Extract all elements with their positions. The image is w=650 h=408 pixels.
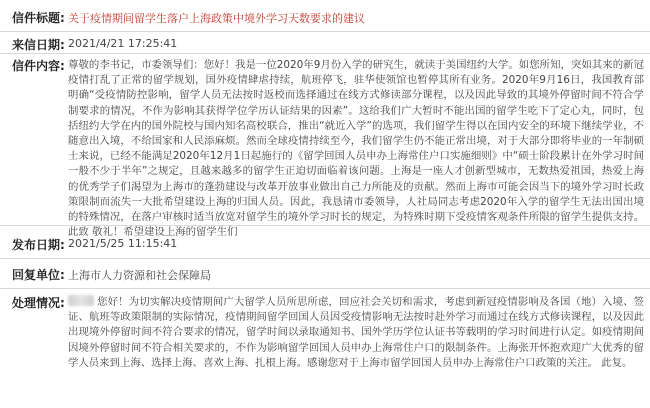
letter-content: 尊敬的李书记，市委领导们：您好！我是一位2020年9月份入学的研究生，就读于美国纽约大学。如您所知，突如其来的新冠疫情打乱了正常的留学规划，国外疫情肆虐持续，航班停飞，驻华使领馆也暂停其所有业务。2020年9月16日，我国教育部明确“受疫情防控影响，留学人员无法按时返校而选择通过在线方式修读部分课程，以及因此导致的其境外停留时间不符合学制要求的情况，不作为影响其获得学位学历认证结果的因素”。这给我们广大暂时不能出国的留学生吃下了定心丸，同时，包括纽约大学在内的国外院校与国内知名高校联合，推出“就近入学”的选项，我们留学生得以在国内安全的环境下继续学业，不随意出入境，不给国家和人民添麻烦。然而全球疫情持续至今，我们留学生仍不能正常出境，对于大部分即将毕业的一年制硕士来说，已经不能满足2020年12月1日起施行的《留学回国人员申办上海常住户口实施细则》中“硕士阶段累计在外学习时间一般不少于半年”之规定，且越来越多的留学生正迫切面临着该问题。上海是一座人才创新型城市，无数热爱祖国，热爱上海的优秀学子们渴望为上海市的蓬勃建设与改革开放事业做出自己力所能及的贡献。然而上海市可能会因当下的境外学习时长政策限制而流失一大批希望建设上海的归国人员。因此，我恳请市委领导，人社局同志考虑2020年入学的留学生无法出国出境的特殊情况，在落户审核时适当放宽对留学生的境外学习时长的规定，为特殊时期下受疫情客观条件所限的留学生提供支持。此致 敬礼！希望建设上海的留学生们 xyxy=(68,59,644,239)
reply-office: 上海市人力资源和社会保障局 xyxy=(68,269,211,282)
reply-date: 2021/5/25 11:15:41 xyxy=(68,237,178,250)
letter-date: 2021/4/21 17:25:41 xyxy=(68,37,178,50)
letter-date-label: 来信日期: xyxy=(12,38,65,52)
reply-date-label: 发布日期: xyxy=(12,238,65,252)
reply-content-row xyxy=(0,289,650,408)
reply-office-row xyxy=(0,259,650,289)
letter-title: 关于疫情期间留学生落户上海政策中境外学习天数要求的建议 xyxy=(68,12,365,25)
letter-date-row xyxy=(0,32,650,54)
redacted-name xyxy=(68,295,94,306)
reply-content-block xyxy=(68,295,644,371)
letter-title-row xyxy=(0,0,650,32)
letter-content-label: 信件内容: xyxy=(12,59,65,73)
reply-office-label: 回复单位: xyxy=(12,268,65,282)
reply-content: 您好！为切实解决疫情期间广大留学人员所思所虑，回应社会关切和需求，考虑到新冠疫情影响及各国（地）入境、签证、航班等政策限制的实际情况，疫情期间留学回国人员因受疫情影响无法按时赴外学习而通过在线方式修读课程，以及因此出现境外停留时间不符合要求的情况，留学时间以录取通知书、国外学历学位认证书等载明的学习时间进行认定。如疫情期间因境外停留时间不符合相关要求的，不作为影响留学回国人员申办上海常住户口的限制条件。上海张开怀抱欢迎广大优秀的留学人员来到上海、选择上海、喜欢上海、扎根上海。感谢您对于上海市留学回国人员申办上海常住户口政策的关注。 此复。 xyxy=(68,296,644,369)
letter-title-label: 信件标题: xyxy=(12,11,65,25)
letter-content-row xyxy=(0,54,650,239)
reply-date-row xyxy=(0,226,650,259)
reply-content-label: 处理情况: xyxy=(12,296,65,310)
